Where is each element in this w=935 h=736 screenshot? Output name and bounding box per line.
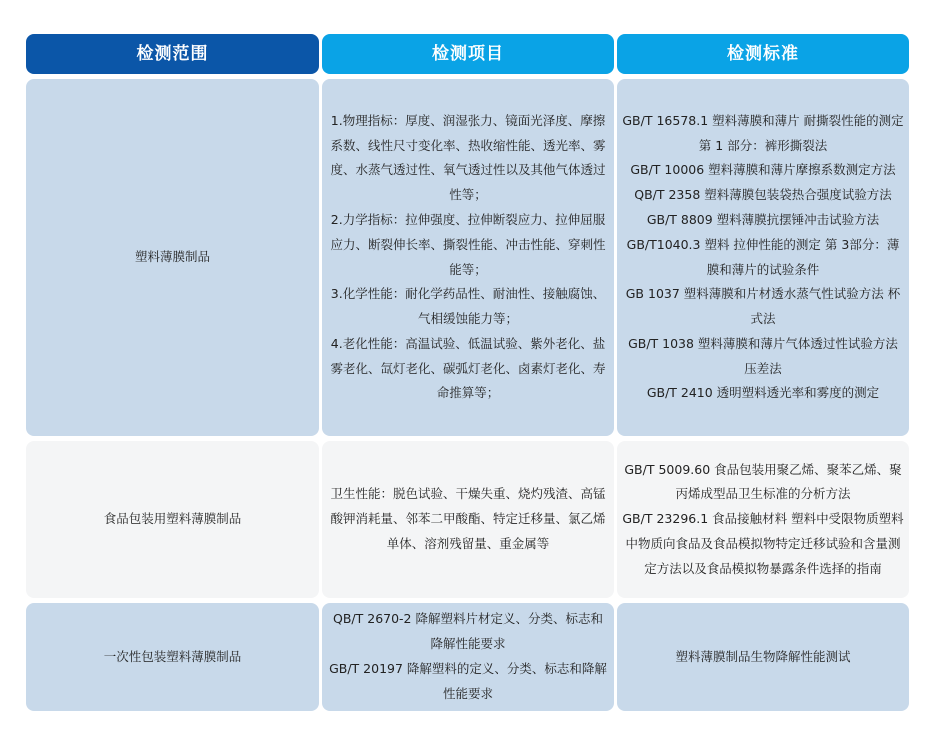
row3-scope: 一次性包装塑料薄膜制品: [26, 603, 319, 711]
row2-standards: [617, 441, 909, 598]
row1-standard: GB 1037 塑料薄膜和片材透水蒸气性试验方法 杯式法: [625, 286, 901, 327]
row3-items: [322, 603, 614, 711]
row1-standard: GB/T 10006 塑料薄膜和薄片摩擦系数测定方法: [630, 162, 896, 178]
row1-standards: [617, 79, 909, 436]
header-items: 检测项目: [322, 34, 614, 74]
row1-item: 2.力学指标：拉伸强度、拉伸断裂应力、拉伸屈服应力、断裂伸长率、撕裂性能、冲击性能、穿刺性能等；: [330, 211, 606, 277]
row3-item: QB/T 2670-2 降解塑料片材定义、分类、标志和降解性能要求: [333, 611, 603, 652]
row1-standard: GB/T 8809 塑料薄膜抗摆锤冲击试验方法: [646, 211, 880, 227]
row2-items: [322, 441, 614, 598]
row1-standard: GB/T 1038 塑料薄膜和薄片气体透过性试验方法 压差法: [628, 335, 898, 376]
row1-standard: GB/T1040.3 塑料 拉伸性能的测定 第 3部分：薄膜和薄片的试验条件: [626, 236, 900, 277]
row3-item: GB/T 20197 降解塑料的定义、分类、标志和降解性能要求: [329, 661, 607, 701]
row2-standard: GB/T 23296.1 食品接触材料 塑料中受限物质塑料中物质向食品及食品模拟物特定迁移试验和含量测定方法以及食品模拟物暴露条件选择的指南: [622, 511, 904, 576]
row1-standard: QB/T 2358 塑料薄膜包装袋热合强度试验方法: [634, 187, 892, 203]
header-scope: 检测范围: [26, 34, 319, 74]
header-standards: 检测标准: [617, 34, 909, 74]
row1-item: 3.化学性能：耐化学药品性、耐油性、接触腐蚀、气相缓蚀能力等；: [330, 286, 606, 327]
row1-standard: GB/T 2410 透明塑料透光率和雾度的测定: [646, 385, 880, 401]
row2-item: 卫生性能：脱色试验、干燥失重、烧灼残渣、高锰酸钾消耗量、邻苯二甲酸酯、特定迁移量、氯乙烯单体、溶剂残留量、重金属等: [330, 486, 606, 551]
row1-item: 4.老化性能：高温试验、低温试验、紫外老化、盐雾老化、氙灯老化、碳弧灯老化、卤素灯老化、寿命推算等；: [330, 335, 606, 401]
row1-scope: 塑料薄膜制品: [26, 79, 319, 436]
row3-standards: [617, 603, 909, 711]
row1-item: 1.物理指标：厚度、润湿张力、镜面光泽度、摩擦系数、线性尺寸变化率、热收缩性能、透光率、雾度、水蒸气透过性、氧气透过性以及其他气体透过性等；: [330, 112, 606, 203]
row1-standard: GB/T 16578.1 塑料薄膜和薄片 耐撕裂性能的测定 第 1 部分：裤形撕裂法: [622, 112, 904, 153]
row2-standard: GB/T 5009.60 食品包装用聚乙烯、聚苯乙烯、聚丙烯成型品卫生标准的分析方法: [624, 461, 902, 502]
row1-items: [322, 79, 614, 436]
row2-scope: 食品包装用塑料薄膜制品: [26, 441, 319, 598]
test-scope-table: [26, 34, 909, 711]
row3-standard: 塑料薄膜制品生物降解性能测试: [675, 648, 851, 664]
